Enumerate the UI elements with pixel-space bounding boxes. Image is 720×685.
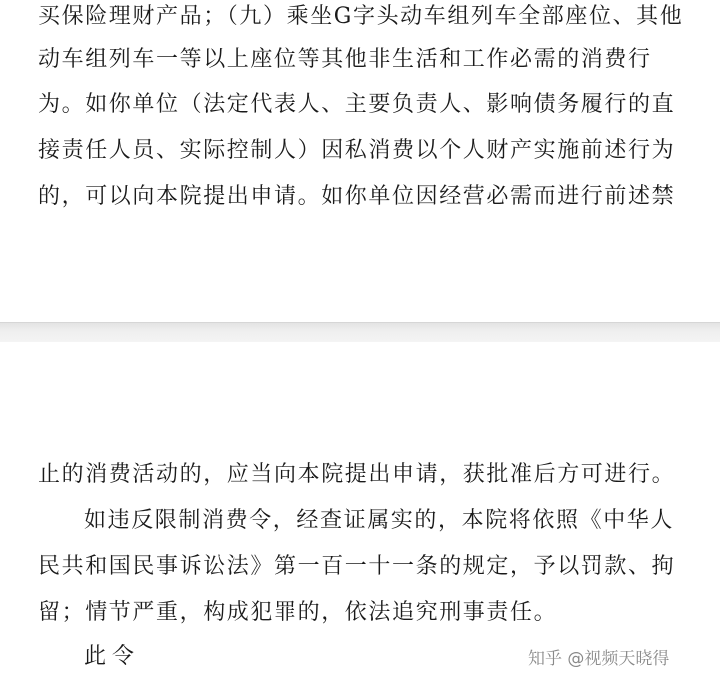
text-line-3: 为。如你单位（法定代表人、主要负责人、影响债务履行的直 xyxy=(38,92,676,117)
text-line-4: 接责任人员、实际控制人）因私消费以个人财产实施前述行为 xyxy=(38,138,676,163)
text-line-6: 止的消费活动的，应当向本院提出申请，获批准后方可进行。 xyxy=(38,462,676,487)
watermark: 知乎 @视频天晓得 xyxy=(528,649,670,669)
text-line-5: 的，可以向本院提出申请。如你单位因经营必需而进行前述禁 xyxy=(38,184,676,209)
page-divider xyxy=(0,322,720,344)
text-line-8: 民共和国民事诉讼法》第一百一十一条的规定，予以罚款、拘 xyxy=(38,554,676,579)
text-line-9: 留；情节严重，构成犯罪的，依法追究刑事责任。 xyxy=(38,600,558,625)
closing-line: 此令 xyxy=(84,644,141,669)
text-line-7: 如违反限制消费令，经查证属实的，本院将依照《中华人 xyxy=(84,508,675,533)
text-line-1: 买保险理财产品；（九）乘坐G字头动车组列车全部座位、其他 xyxy=(38,4,684,29)
text-line-2: 动车组列车一等以上座位等其他非生活和工作必需的消费行 xyxy=(38,47,652,72)
